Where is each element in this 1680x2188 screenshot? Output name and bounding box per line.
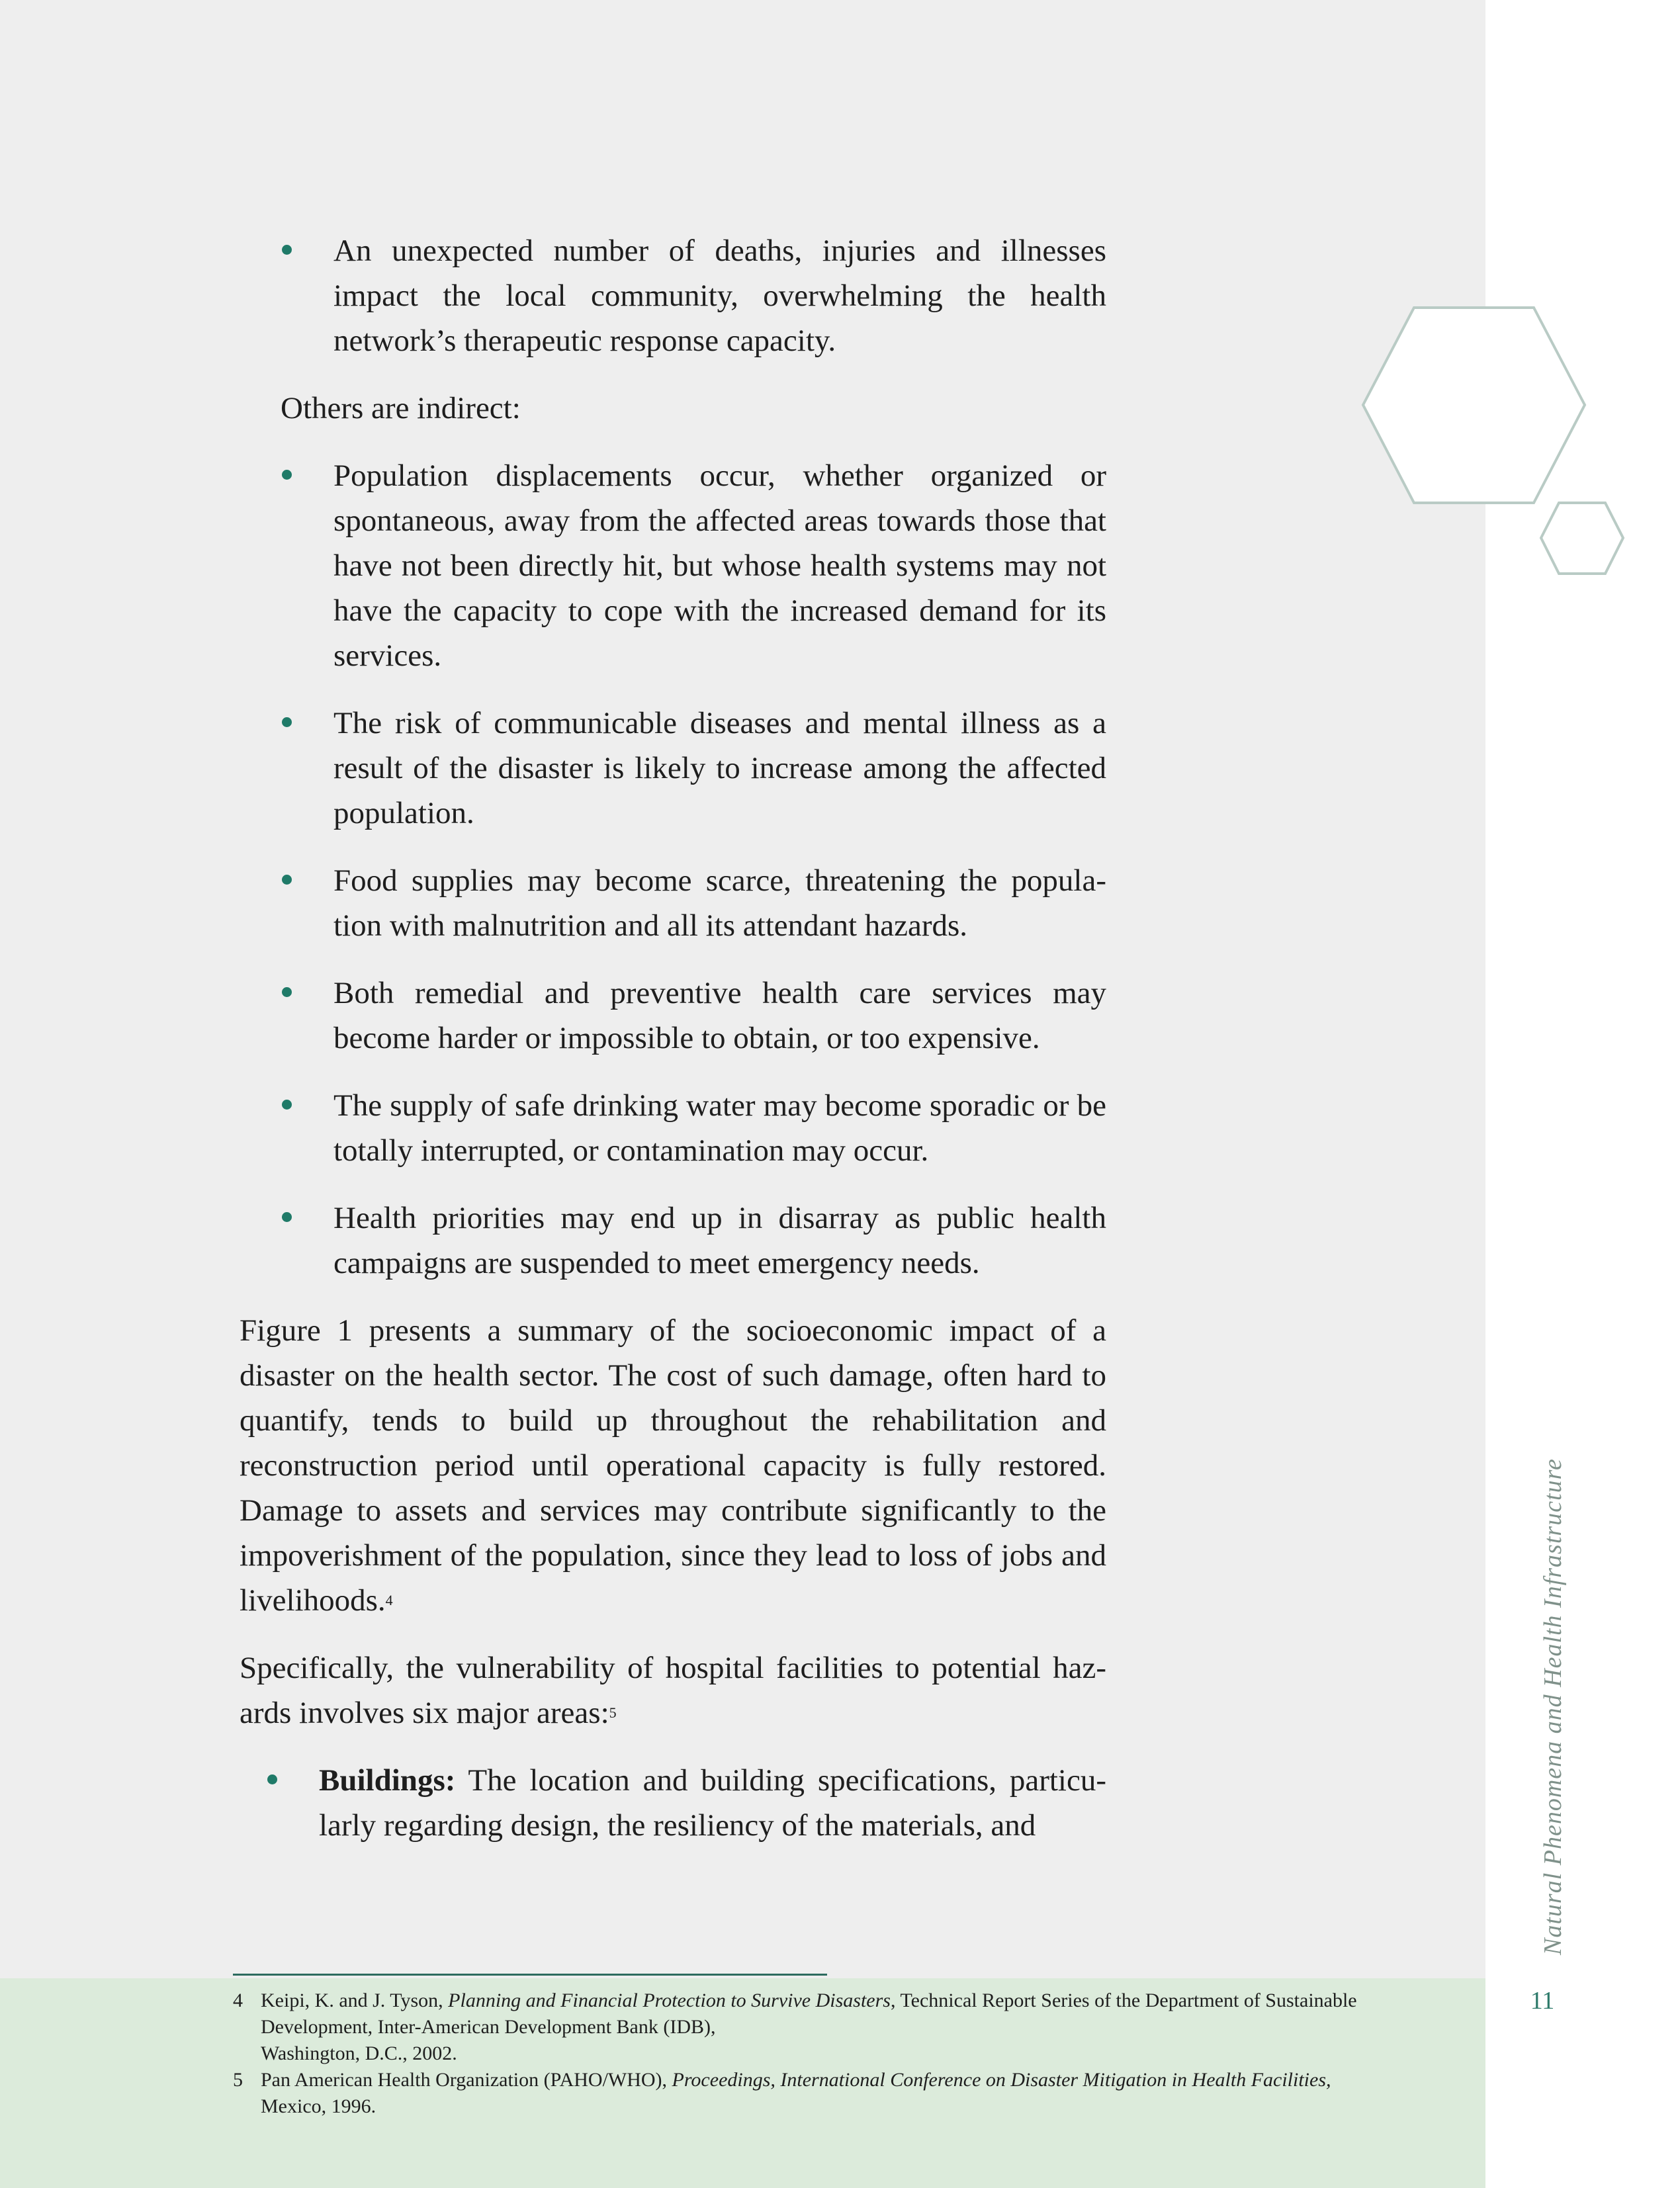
list-item: Population displacements occur, whether organized or spontaneous, away from the affected areas towards those that have not been directly hit, but whose health systems may not have the capacity to cope with the increased demand for its services. (240, 453, 1106, 678)
bullet-icon (282, 470, 292, 480)
buildings-label: Buildings: (319, 1763, 456, 1798)
footnote-reference-5[interactable]: 5 (609, 1704, 617, 1721)
footnote-divider (233, 1974, 827, 1976)
bullet-icon (282, 987, 292, 997)
others-intro: Others are indirect: (281, 391, 521, 425)
list-item: Food supplies may become scarce, threatening the popula-tion with malnutrition and all its attendant hazards. (240, 858, 1106, 948)
list-item: The risk of communicable diseases and mental illness as a result of the disaster is likely to increase among the affected population. (240, 701, 1106, 836)
bullet-icon (282, 717, 292, 727)
footnote-number: 5 (233, 2069, 243, 2091)
bullet-icon (282, 245, 292, 255)
footnote-title: Proceedings, International Conference on Disaster Mitigation in Health Facilities, (672, 2069, 1331, 2091)
list-item: An unexpected number of deaths, injuries and illnesses impact the local community, overwhelming the health network’s therapeutic response capacity. (240, 228, 1106, 363)
footnotes (233, 1988, 1437, 2120)
list-item: The supply of safe drinking water may become sporadic or be totally interrupted, or contamination may occur. (240, 1083, 1106, 1173)
footnote-number: 4 (233, 1990, 243, 2011)
footnote-title: Planning and Financial Protection to Survive Disasters (448, 1990, 891, 2011)
buildings-text: The location and building specifications, particu-larly regarding design, the resiliency of the materials, and (319, 1763, 1106, 1843)
bullet-icon (282, 1100, 292, 1110)
indirect-effects-list (240, 453, 1106, 1286)
running-title: Natural Phenomena and Health Infrastructure (1539, 1458, 1567, 1955)
main-text (240, 228, 1106, 1870)
list-item: Health priorities may end up in disarray as public health campaigns are suspended to meet emergency needs. (240, 1196, 1106, 1286)
figure-paragraph: Figure 1 presents a summary of the socioeconomic impact of a disaster on the health sector. The cost of such damage, often hard to quantify, tends to build up throughout the rehabilitation and reconstruction period until operational capacity is fully restored. Damage to assets and services may contribute significantly to the impoverishment of the population, since they lead to loss of jobs and livelihoods.$^4$ (240, 1313, 1106, 1618)
list-item (240, 1758, 1106, 1848)
vulnerability-paragraph: Specifically, the vulnerability of hospital facilities to potential haz-ards involves six major areas:$^5$ (240, 1651, 1106, 1730)
page-number: 11 (1530, 1987, 1555, 2015)
footnote-5: 5 Pan American Health Organization (PAHO/WHO), Proceedings, International Conference on Disaster Mitigation in Health Facilities, Mexico, 1996. (233, 2067, 1437, 2120)
hazard-areas-list (240, 1758, 1106, 1848)
footnote-4: 4 Keipi, K. and J. Tyson, Planning and Financial Protection to Survive Disasters, Technical Report Series of the Department of Sustainable Development, Inter-American Development Bank (IDB), Washington, D.C., 2002. (233, 1988, 1437, 2067)
bullet-icon (267, 1774, 277, 1784)
large-hexagon-decoration (1356, 304, 1601, 516)
list-item: Both remedial and preventive health care services may become harder or impossible to obtain, or too expensive. (240, 971, 1106, 1061)
direct-effects-list (240, 228, 1106, 363)
bullet-icon (282, 1212, 292, 1222)
footnote-reference-4[interactable]: 4 (385, 1592, 393, 1608)
small-hexagon-decoration (1538, 500, 1631, 582)
bullet-icon (282, 875, 292, 885)
